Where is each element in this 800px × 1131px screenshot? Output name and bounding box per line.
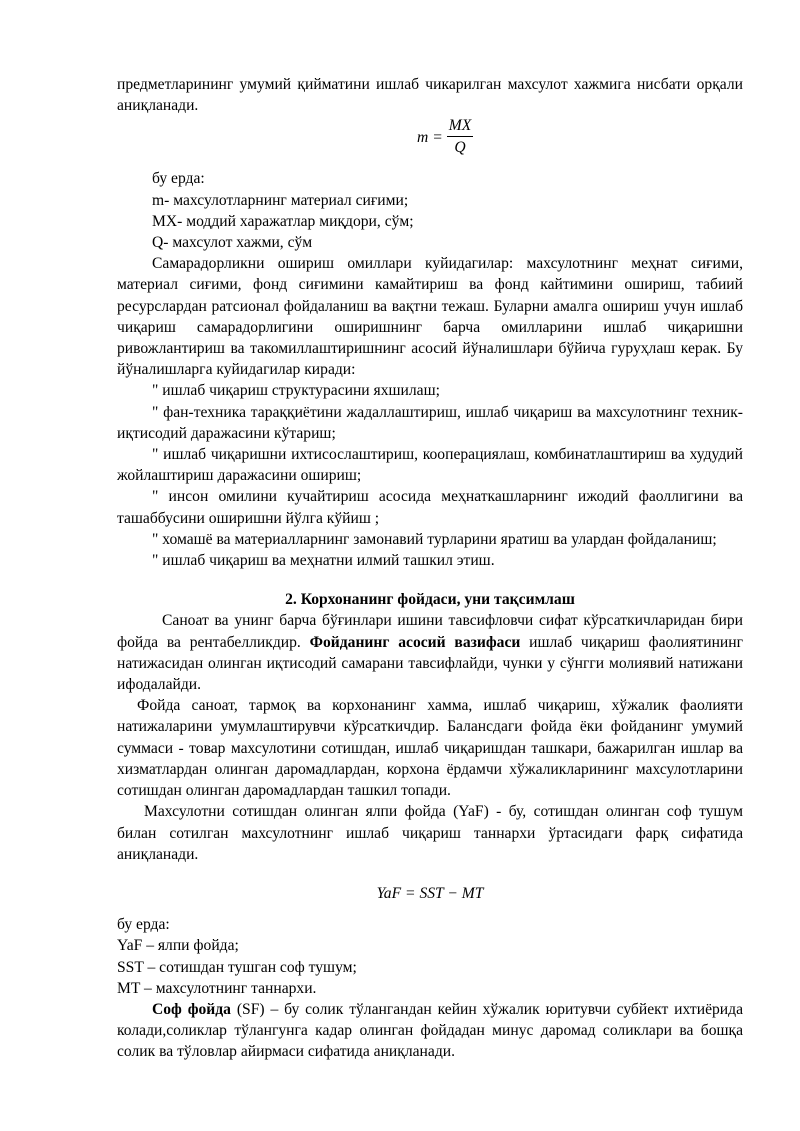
profit-intro-text: Саноат ва унинг барча бўғинлари ишини тавсифловчи сифат кўрсаткичларидан бири фойда ва рентабелликдир. [117,612,743,651]
paragraph-gross-profit: Махсулотни сотишдан олинган ялпи фойда (YaF) - бу, сотишдан олинган соф тушум билан сотилган махсулотнинг ишлаб чиқариш таннархи ўртасидаги фарқ сифатида аниқланади. [117,803,743,863]
paragraph-factors: Самарадорликни ошириш омиллари куйидагилар: махсулотнинг меҳнат сиғими, материал сиғими, фонд сиғимини камайтириш ва фонд кайтимини ошириш, табиий ресурслардан ратсионал фойдаланиш ва вақтни тежаш. Буларни амалга ошириш учун ишлаб чиқариш самарадорлигини оширишнинг барча омилларини ишлаб чиқаришни ривожлантириш ва такомиллаштиришнинг асосий йўналишлари бўйича гуруҳлаш керак. Бу йўналишларга куйидагилар киради: [117,255,743,379]
formula-denominator: Q [454,139,466,157]
profit-intro-rest: ишлаб чиқариш фаолиятининг натижасидан олинган иқтисодий самарани тавсифлайди, чунки у сўнгги молиявий натижани ифодалайди. [117,633,743,694]
formula-lhs: m [417,129,429,147]
formula-numerator: MX [447,116,474,137]
bullet-organization: " ишлаб чиқариш ва меҳнатни илмий ташкил этиш. [152,552,495,570]
net-profit-bold: Соф фойда [152,1000,231,1018]
formula-gross-profit: YaF = SST − MT [376,884,484,902]
net-profit-text: (SF) – бу солик тўлангандан кейин хўжалик юритувчи субйект ихтиёрида колади,соликлар тўлангунга кадар олинган фойдадан минус даромад соликлари ва бошқа солик ва тўловлар айирмаси сифатида аниқланади. [117,1000,743,1061]
bullet-human-factor: " инсон омилини кучайтириш асосида меҳнаткашларнинг ижодий фаоллигини ва ташаббусини оширишни йўлга кўйиш ; [117,488,743,527]
definition-sst: SST – сотишдан тушган соф тушум; [117,958,357,976]
definition-q: Q- махсулот хажми, сўм [152,234,313,252]
formula-eq: = [432,129,443,147]
bullet-materials: " хомашё ва материалларнинг замонавий турларини яратиш ва улардан фойдаланиш; [152,530,717,548]
bullet-science-tech: " фан-техника тараққиётини жадаллаштириш, ишлаб чиқариш ва махсулотнинг техник-иқтисодий даражасини кўтариш; [117,403,743,442]
formula-material-intensity [117,116,743,168]
definition-mx: MX- моддий харажатлар миқдори, сўм; [152,212,414,230]
paragraph-intro: предметларининг умумий қийматини ишлаб чикарилган махсулот хажмига нисбати орқали аниқланади. [117,76,743,115]
definition-yaf: YaF – ялпи фойда; [117,937,239,955]
profit-main-task-bold: Фойданинг асосий вазифаси [309,633,521,651]
paragraph-profit-definition: Фойда саноат, тармоқ ва корхонанинг хамма, ишлаб чиқариш, хўжалик фаолияти натижаларини умумлаштирувчи кўрсаткичдир. Балансдаги фойда ёки фойданинг умумий суммаси - товар махсулотини сотишдан, ишлаб чиқаришдан ташкари, бажарилган ишлар ва хизматлардан олинган даромадлардан, корхона ёрдамчи хўжаликларининг махсулотларини сотишдан олинган даромадлардан ташкил топади. [117,697,743,800]
bullet-specialization: " ишлаб чиқаришни ихтисослаштириш, кооперациялаш, комбинатлаштириш ва худудий жойлаштириш даражасини ошириш; [117,446,743,485]
document-page [117,74,743,1063]
paragraph-net-profit [117,999,743,1063]
definition-m: m- махсулотларнинг материал сиғими; [152,191,409,209]
definition-mt: MT – махсулотнинг таннархи. [117,979,317,997]
where-label: бу ерда: [152,170,205,188]
paragraph-profit-intro [117,610,743,695]
section-heading: 2. Корхонанинг фойдаси, уни тақсимлаш [285,591,575,609]
where-label-2: бу ерда: [117,916,170,934]
bullet-structure: " ишлаб чиқариш структурасини яхшилаш; [152,382,440,400]
